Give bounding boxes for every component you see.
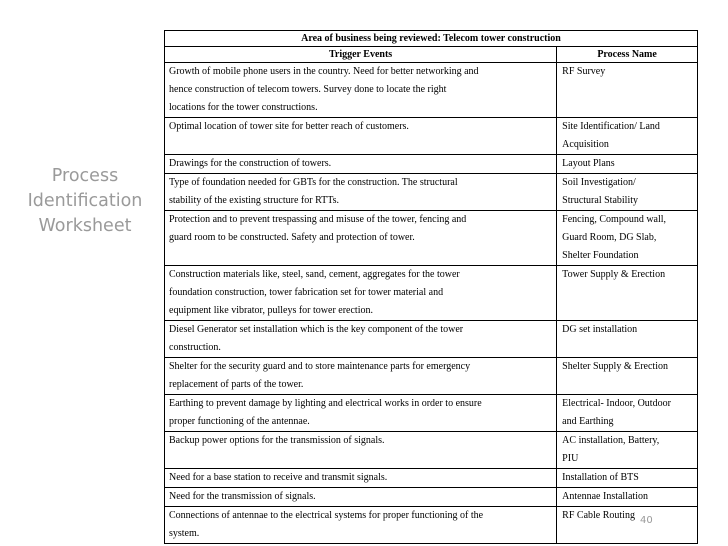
process-name-line: RF Cable Routing <box>562 510 635 521</box>
process-name-line: Shelter Foundation <box>562 250 639 261</box>
process-name-line: Guard Room, DG Slab, <box>562 232 657 243</box>
process-name-line: Tower Supply & Erection <box>562 269 666 280</box>
trigger-event-line: Protection and to prevent trespassing and misuse of the tower, fencing and <box>169 214 467 225</box>
process-name-cell <box>557 321 698 358</box>
trigger-event-cell <box>165 488 557 507</box>
table-row <box>165 211 698 266</box>
process-name-line: Installation of BTS <box>562 472 639 483</box>
trigger-event-cell <box>165 155 557 174</box>
trigger-event-cell <box>165 395 557 432</box>
trigger-event-cell <box>165 174 557 211</box>
table-row <box>165 395 698 432</box>
trigger-event-line: Need for the transmission of signals. <box>169 491 316 502</box>
table-row <box>165 432 698 469</box>
trigger-event-line: replacement of parts of the tower. <box>169 379 304 390</box>
table-row <box>165 488 698 507</box>
process-name-line: Antennae Installation <box>562 491 648 502</box>
process-name-cell <box>557 174 698 211</box>
column-header-process-name: Process Name <box>557 47 698 63</box>
trigger-event-line: Backup power options for the transmission of signals. <box>169 435 385 446</box>
trigger-event-line: Connections of antennae to the electrical systems for proper functioning of the <box>169 510 484 521</box>
process-name-cell <box>557 155 698 174</box>
trigger-event-cell <box>165 266 557 321</box>
trigger-event-line: foundation construction, tower fabrication set for tower material and <box>169 287 444 298</box>
trigger-event-line: Earthing to prevent damage by lighting and electrical works in order to ensure <box>169 398 482 409</box>
table-header-row <box>165 47 698 63</box>
trigger-event-line: Shelter for the security guard and to store maintenance parts for emergency <box>169 361 471 372</box>
process-name-cell <box>557 358 698 395</box>
trigger-event-cell <box>165 321 557 358</box>
process-name-line: DG set installation <box>562 324 638 335</box>
table-caption-row <box>165 31 698 47</box>
trigger-event-line: guard room to be constructed. Safety and protection of tower. <box>169 232 415 243</box>
trigger-event-line: construction. <box>169 342 221 353</box>
table-row <box>165 155 698 174</box>
process-name-line: Structural Stability <box>562 195 638 206</box>
worksheet-title-line-3: Worksheet <box>38 216 132 236</box>
trigger-event-line: Optimal location of tower site for better reach of customers. <box>169 121 409 132</box>
trigger-event-line: Diesel Generator set installation which is the key component of the tower <box>169 324 464 335</box>
trigger-event-line: stability of the existing structure for RTTs. <box>169 195 340 206</box>
column-header-trigger-events: Trigger Events <box>165 47 557 63</box>
process-name-cell <box>557 395 698 432</box>
process-name-line: Soil Investigation/ <box>562 177 636 188</box>
trigger-event-line: Drawings for the construction of towers. <box>169 158 332 169</box>
trigger-event-line: Type of foundation needed for GBTs for the construction. The structural <box>169 177 458 188</box>
trigger-event-cell <box>165 469 557 488</box>
process-name-cell <box>557 432 698 469</box>
worksheet-title-line-2: Identification <box>27 191 143 211</box>
trigger-event-line: hence construction of telecom towers. Survey done to locate the right <box>169 84 447 95</box>
process-name-cell <box>557 488 698 507</box>
trigger-event-line: locations for the tower constructions. <box>169 102 318 113</box>
trigger-event-cell <box>165 211 557 266</box>
process-name-line: Layout Plans <box>562 158 615 169</box>
trigger-event-cell <box>165 63 557 118</box>
table-row <box>165 266 698 321</box>
trigger-event-cell <box>165 432 557 469</box>
trigger-event-cell <box>165 358 557 395</box>
trigger-event-line: proper functioning of the antennae. <box>169 416 310 427</box>
table-caption: Area of business being reviewed: Telecom tower construction <box>165 31 698 47</box>
trigger-event-line: Growth of mobile phone users in the country. Need for better networking and <box>169 66 479 77</box>
trigger-event-cell <box>165 118 557 155</box>
process-name-line: AC installation, Battery, <box>562 435 660 446</box>
process-name-cell <box>557 469 698 488</box>
process-identification-table <box>164 30 698 544</box>
process-name-line: Shelter Supply & Erection <box>562 361 668 372</box>
process-name-cell <box>557 118 698 155</box>
trigger-event-line: Construction materials like, steel, sand, cement, aggregates for the tower <box>169 269 460 280</box>
table-row <box>165 174 698 211</box>
trigger-event-line: Need for a base station to receive and transmit signals. <box>169 472 388 483</box>
process-name-cell <box>557 63 698 118</box>
page-number: 40 <box>640 515 653 526</box>
process-name-line: RF Survey <box>562 66 606 77</box>
table-row <box>165 118 698 155</box>
process-name-line: Electrical- Indoor, Outdoor <box>562 398 671 409</box>
table-row <box>165 469 698 488</box>
table-row <box>165 321 698 358</box>
table-row <box>165 63 698 118</box>
table-row <box>165 358 698 395</box>
process-name-line: PIU <box>562 453 579 464</box>
process-name-line: and Earthing <box>562 416 614 427</box>
worksheet-title-line-1: Process <box>51 166 119 186</box>
process-name-line: Acquisition <box>562 139 609 150</box>
process-name-cell <box>557 266 698 321</box>
trigger-event-cell <box>165 507 557 544</box>
trigger-event-line: system. <box>169 528 200 539</box>
process-name-cell <box>557 211 698 266</box>
trigger-event-line: equipment like vibrator, pulleys for tower erection. <box>169 305 373 316</box>
worksheet-title <box>10 164 160 239</box>
process-name-line: Fencing, Compound wall, <box>562 214 667 225</box>
table-body <box>165 63 698 544</box>
table-row <box>165 507 698 544</box>
process-name-line: Site Identification/ Land <box>562 121 660 132</box>
process-name-cell <box>557 507 698 544</box>
